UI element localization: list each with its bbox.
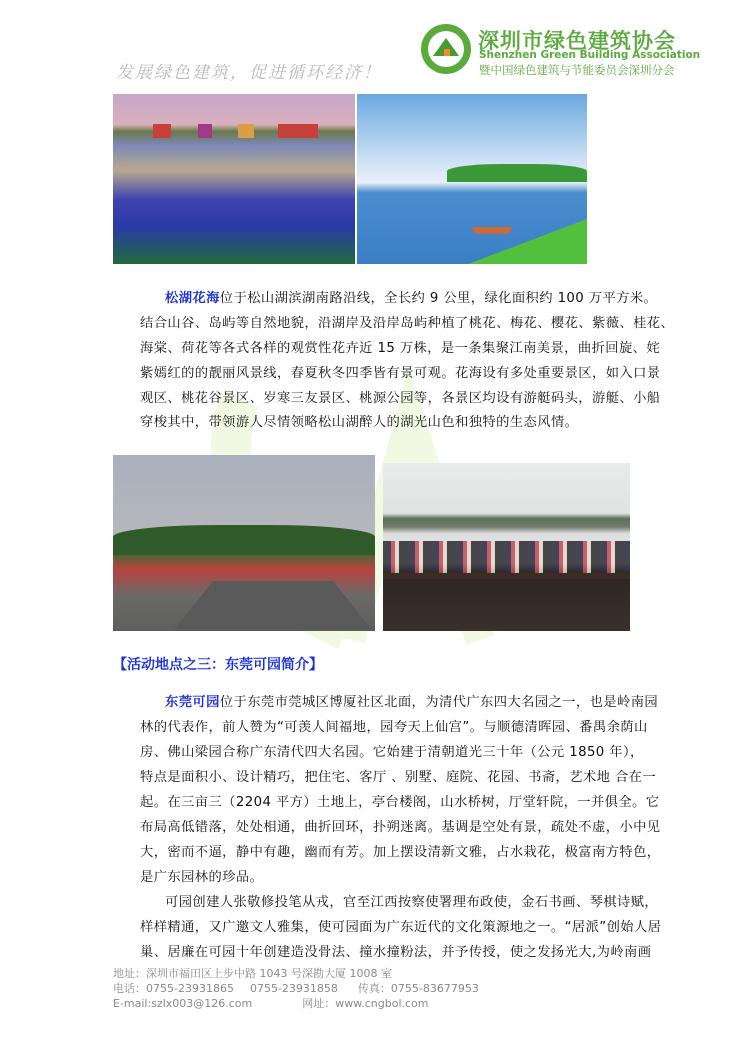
paragraph-line: 起。在三亩三（2204 平方）土地上，亭台楼阁，山水桥树，厅堂轩院，一并俱全。它 [140, 795, 660, 810]
phone-2: 0755-23931858 [249, 982, 338, 995]
paragraph-line: 松湖花海位于松山湖滨湖南路沿线，全长约 9 公里，绿化面积约 100 万平方米。 [165, 291, 658, 306]
paragraph-line: 大，密而不逼，静中有趣，幽而有芳。加上摆设清新文雅，占水栽花，极富南方特色， [140, 845, 661, 860]
paragraph-line: 是广东园林的珍品。 [140, 870, 264, 885]
fax: 传真：0755-83677953 [357, 982, 479, 995]
lake-reflection-photo [113, 94, 355, 264]
section-heading: 【活动地点之三：东莞可园简介】 [113, 657, 323, 673]
paragraph-line: 房、佛山梁园合称广东清代四大名园。它始建于清朝道光三十年（公元 1850 年）， [140, 745, 644, 760]
org-name-cn: 深圳市绿色建筑协会 [478, 29, 676, 53]
website-link[interactable]: 网址：www.cngbol.com [302, 997, 429, 1010]
paragraph-line: 东莞可园位于东莞市莞城区博厦社区北面，为清代广东四大名园之一，也是岭南园 [165, 695, 659, 710]
paragraph-line: 观区、桃花谷景区、岁寒三友景区、桃源公园等，各景区均设有游艇码头，游艇、小船 [140, 391, 661, 406]
paragraph-line: 结合山谷、岛屿等自然地貌，沿湖岸及沿岸岛屿种植了桃花、梅花、樱花、紫薇、桂花、 [140, 316, 675, 331]
paragraph-line: 林的代表作，前人赞为“可羡人间福地，园夸天上仙宫”。与顺德清晖园、番禺余荫山 [140, 720, 648, 735]
org-name-en: Shenzhen Green Building Association [479, 49, 701, 61]
place-name-keyuan: 东莞可园 [165, 695, 220, 710]
paragraph-line: 布局高低错落，处处相通，曲折回环，扑朔迷离。基调是空处有景，疏处不虚，小中见 [140, 820, 661, 835]
paragraph-line: 巢、居廉在可园十年创建造没骨法、撞水撞粉法，并予传授，使之发扬光大,为岭南画 [140, 945, 652, 960]
paragraph-line: 可园创建人张敬修投笔从戎，官至江西按察使署理布政使，金石书画、琴棋诗赋， [165, 895, 659, 910]
org-subtitle: 暨中国绿色建筑与节能委员会深圳分会 [479, 63, 675, 77]
footer-contact [113, 995, 429, 1011]
lake-boat-photo [357, 94, 587, 264]
place-name-songhu: 松湖花海 [165, 291, 220, 306]
footer-address: 地址：深圳市福田区上步中路 1043 号深勘大厦 1008 室 [113, 967, 392, 980]
footer-phones: 电话：0755-23931865 0755-23931858 传真：0755-83677953 [113, 982, 479, 995]
paragraph-line: 紫嫣红的的靓丽风景线，春夏秋冬四季皆有景可观。花海设有多处重要景区，如入口景 [140, 366, 661, 381]
phone-1: 0755-23931865 [146, 982, 234, 995]
paragraph-line: 特点是面积小、设计精巧，把住宅、客厅 、别墅、庭院、花园、书斋，艺术地 合在一 [140, 770, 657, 785]
logo-door-icon [444, 49, 450, 56]
paragraph-line: 样样精通，又广邀文人雅集，使可园面为广东近代的文化策源地之一。“居派”创始人居 [140, 920, 662, 935]
email-link[interactable]: E-mail:szlx003@126.com [113, 997, 253, 1010]
cycling-crowd-photo [113, 455, 375, 631]
group-bridge-photo [383, 463, 630, 631]
paragraph-line: 穿梭其中，带领游人尽情领略松山湖醉人的湖光山色和独特的生态风情。 [140, 415, 579, 430]
paragraph-line: 海棠、荷花等各式各样的观赏性花卉近 15 万株，是一条集聚江南美景，曲折回旋、姹 [140, 341, 661, 356]
slogan: 发展绿色建筑，促进循环经济！ [116, 63, 382, 83]
